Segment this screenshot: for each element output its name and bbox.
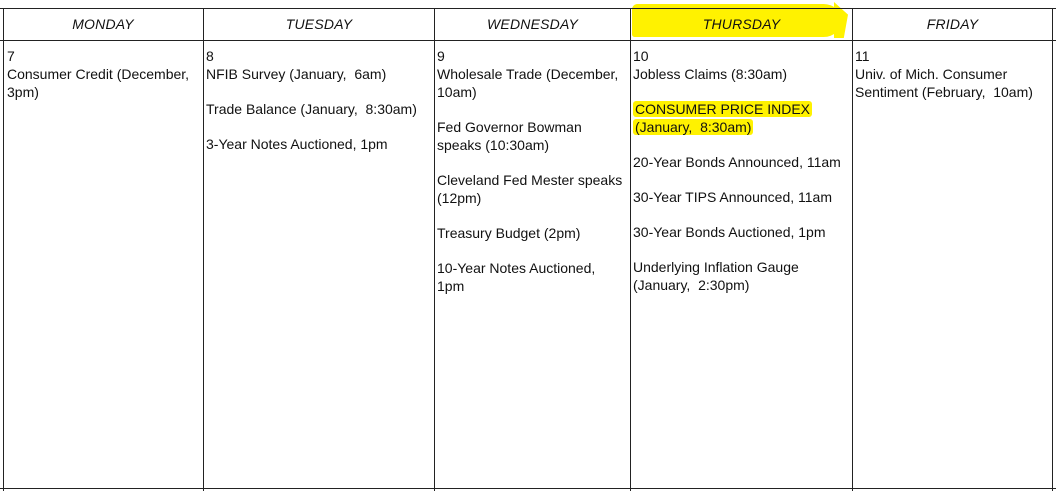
- grid-line-3: [630, 8, 631, 491]
- event-item: Fed Governor Bowman speaks (10:30am): [437, 119, 582, 153]
- day-column-thursday: [633, 47, 851, 311]
- day-column-monday: [7, 47, 201, 118]
- event-item: 30-Year TIPS Announced, 11am: [633, 189, 832, 205]
- header-monday: MONDAY: [72, 16, 134, 32]
- date-number: 9: [437, 48, 445, 64]
- grid-bottom-line: [0, 488, 1056, 489]
- day-column-friday: [855, 47, 1051, 118]
- header-friday: FRIDAY: [926, 16, 979, 32]
- event-item: Wholesale Trade (December, 10am): [437, 66, 619, 100]
- event-item: Consumer Credit (December, 3pm): [7, 66, 190, 100]
- date-number: 8: [206, 48, 214, 64]
- header-thursday: THURSDAY: [702, 16, 781, 32]
- date-number: 10: [633, 48, 649, 64]
- grid-line-4: [852, 8, 853, 491]
- grid-line-left: [3, 8, 4, 491]
- header-wednesday: WEDNESDAY: [487, 16, 578, 32]
- event-item: 20-Year Bonds Announced, 11am: [633, 154, 841, 170]
- event-item: 30-Year Bonds Auctioned, 1pm: [633, 224, 826, 240]
- header-tuesday: TUESDAY: [285, 16, 353, 32]
- event-item: 3-Year Notes Auctioned, 1pm: [206, 136, 388, 152]
- event-item: Treasury Budget (2pm): [437, 225, 581, 241]
- event-item: Trade Balance (January, 8:30am): [206, 101, 417, 117]
- date-number: 11: [855, 48, 870, 64]
- day-column-wednesday: [437, 47, 629, 312]
- header-bottom-line: [0, 40, 1056, 41]
- grid-line-2: [434, 8, 435, 491]
- event-item: Underlying Inflation Gauge (January, 2:30pm): [633, 259, 799, 293]
- day-column-tuesday: [206, 47, 432, 170]
- event-item: Univ. of Mich. Consumer Sentiment (February, 10am): [855, 66, 1033, 100]
- date-number: 7: [7, 48, 15, 64]
- event-item: Jobless Claims (8:30am): [633, 66, 788, 82]
- grid-line-right: [1052, 8, 1053, 491]
- grid-line-1: [203, 8, 204, 491]
- event-item: Cleveland Fed Mester speaks (12pm): [437, 172, 623, 206]
- cpi-highlight: CONSUMER PRICE INDEX (January, 8:30am): [635, 101, 811, 135]
- event-item-highlighted: [633, 100, 851, 136]
- event-item: NFIB Survey (January, 6am): [206, 66, 387, 82]
- event-item: 10-Year Notes Auctioned, 1pm: [437, 260, 596, 294]
